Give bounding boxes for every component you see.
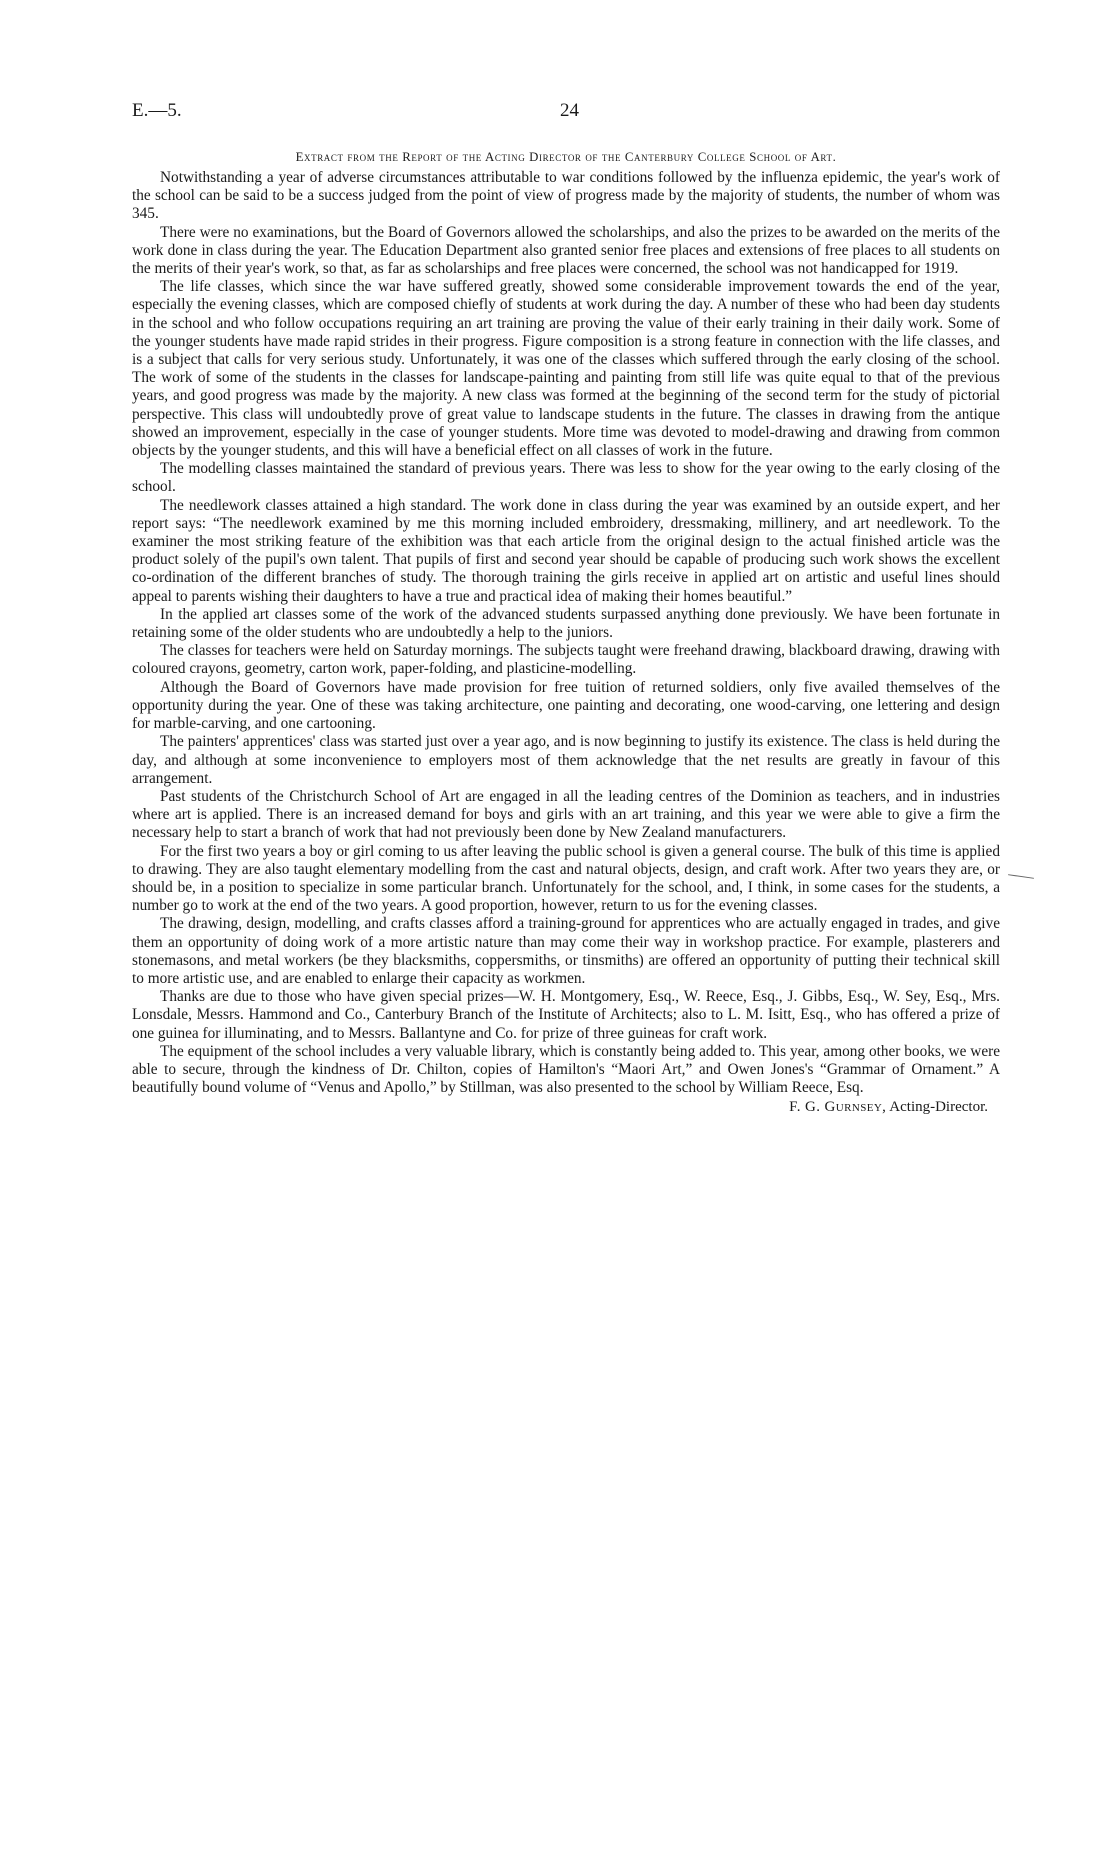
paragraph: The modelling classes maintained the standard of previous years. There was less to show for the year owing to the early closing of the school. bbox=[132, 460, 1000, 496]
signature-line bbox=[132, 1099, 988, 1116]
paragraph: The painters' apprentices' class was started just over a year ago, and is now beginning to justify its existence. The class is held during the day, and although at some inconvenience to employers most of them acknowledge that the net results are greatly in favour of this arrangement. bbox=[132, 733, 1000, 787]
paragraph: The needlework classes attained a high standard. The work done in class during the year was examined by an outside expert, and her report says: “The needlework examined by me this morning included embroidery, dressmaking, millinery, and art needlework. To the examiner the most striking feature of the exhibition was that each article from the original design to the actual finished article was the product solely of the pupil's own talent. That pupils of first and second year should be capable of producing such work shows the excellent co-ordination of the different branches of study. The thorough training the girls receive in applied art on artistic and useful lines should appeal to parents wishing their daughters to have a true and practical idea of making their homes beautiful.” bbox=[132, 496, 1000, 605]
paragraph: Thanks are due to those who have given special prizes—W. H. Montgomery, Esq., W. Reece, Esq., J. Gibbs, Esq., W. Sey, Esq., Mrs. Lonsdale, Messrs. Hammond and Co., Canterbury Branch of the Institute of Architects; also to L. M. Isitt, Esq., who has offered a prize of one guinea for illuminating, and to Messrs. Ballantyne and Co. for prize of three guineas for craft work. bbox=[132, 988, 1000, 1042]
signatory-title: Acting-Director. bbox=[889, 1099, 988, 1116]
section-heading: Extract from the Report of the Acting Director of the Canterbury College School of Art. bbox=[295, 150, 837, 164]
paragraph: The classes for teachers were held on Saturday mornings. The subjects taught were freehand drawing, blackboard drawing, drawing with coloured crayons, geometry, carton work, paper-folding, and plasticine-modelling. bbox=[132, 642, 1000, 678]
document-reference: E.—5. bbox=[132, 100, 182, 121]
margin-dash-mark bbox=[1008, 874, 1034, 879]
page bbox=[132, 100, 1000, 1116]
paragraph: Past students of the Christchurch School of Art are engaged in all the leading centres of the Dominion as teachers, and in industries where art is applied. There is an increased demand for boys and girls with an art training, and this year we were able to give a firm the necessary help to start a branch of work that had not previously been done by New Zealand manufacturers. bbox=[132, 787, 1000, 842]
report-body bbox=[132, 169, 1000, 1097]
paragraph: Although the Board of Governors have made provision for free tuition of returned soldiers, only five availed themselves of the opportunity during the year. One of these was taking architecture, one painting and decorating, one wood-carving, one lettering and design for marble-carving, and one cartooning. bbox=[132, 678, 1000, 733]
paragraph: Notwithstanding a year of adverse circumstances attributable to war conditions followed by the influenza epidemic, the year's work of the school can be said to be a success judged from the point of view of progress made by the majority of students, the number of whom was 345. bbox=[132, 169, 1000, 223]
paragraph: For the first two years a boy or girl coming to us after leaving the public school is given a general course. The bulk of this time is applied to drawing. They are also taught elementary modelling from the cast and natural objects, design, and craft work. After two years they are, or should be, in a position to specialize in some particular branch. Unfortunately for the school, and, I think, in some cases for the students, a number go to work at the end of the two years. A good proportion, however, return to us for the evening classes. bbox=[132, 842, 1000, 915]
running-header bbox=[132, 100, 1000, 132]
paragraph: The drawing, design, modelling, and crafts classes afford a training-ground for apprentices who are actually engaged in trades, and give them an opportunity of doing work of a more artistic nature than may come their way in workshop practice. For example, plasterers and stonemasons, and metal workers (be they blacksmiths, coppersmiths, or tinsmiths) are offered an opportunity of putting their technical skill to more artistic use, and are enabled to enlarge their capacity as workmen. bbox=[132, 915, 1000, 987]
paragraph: There were no examinations, but the Board of Governors allowed the scholarships, and also the prizes to be awarded on the merits of the work done in class during the year. The Education Department also granted senior free places and extensions of free places to all students on the merits of their year's work, so that, as far as scholarships and free places were concerned, the school was not handicapped for 1919. bbox=[132, 223, 1000, 278]
paragraph: In the applied art classes some of the work of the advanced students surpassed anything done previously. We have been fortunate in retaining some of the older students who are undoubtedly a help to the juniors. bbox=[132, 605, 1000, 642]
paragraph: The equipment of the school includes a very valuable library, which is constantly being added to. This year, among other books, we were able to secure, through the kindness of Dr. Chilton, copies of Hamilton's “Maori Art,” and Owen Jones's “Grammar of Ornament.” A beautifully bound volume of “Venus and Apollo,” by Stillman, was also presented to the school by William Reece, Esq. bbox=[132, 1042, 1000, 1097]
page-number: 24 bbox=[560, 100, 579, 121]
paragraph: The life classes, which since the war have suffered greatly, showed some considerable improvement towards the end of the year, especially the evening classes, which are composed chiefly of students at work during the day. A number of these who had been day students in the school and who follow occupations requiring an art training are proving the value of their early training in their daily work. Some of the younger students have made rapid strides in their progress. Figure composition is a strong feature in connection with the life classes, and is a subject that calls for very serious study. Unfortunately, it was one of the classes which suffered through the early closing of the school. The work of some of the students in the classes for landscape-painting and painting from still life was quite equal to that of the previous years, and good progress was made by the majority. A new class was formed at the beginning of the second term for the study of pictorial perspective. This class will undoubtedly prove of great value to landscape students in the future. The classes in drawing from the antique showed an improvement, especially in the case of younger students. More time was devoted to model-drawing and drawing from common objects by the younger students, and this will have a beneficial effect on all classes of work in the future. bbox=[132, 278, 1000, 460]
signatory-name: F. G. Gurnsey, bbox=[789, 1099, 887, 1116]
